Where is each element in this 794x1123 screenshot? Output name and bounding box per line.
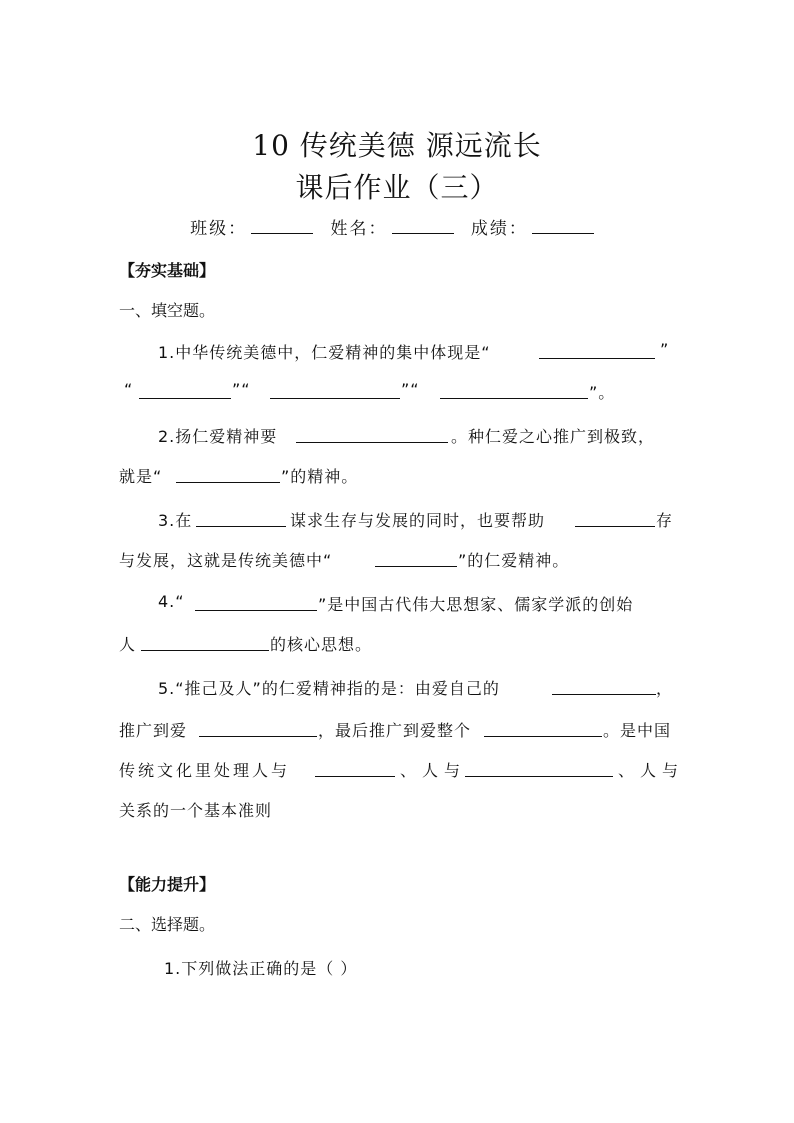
answer-blank[interactable] bbox=[195, 610, 317, 611]
answer-blank[interactable] bbox=[199, 736, 317, 737]
answer-blank[interactable] bbox=[196, 526, 286, 527]
answer-blank[interactable] bbox=[440, 398, 588, 399]
answer-blank[interactable] bbox=[552, 694, 656, 695]
answer-blank[interactable] bbox=[375, 566, 457, 567]
answer-blank[interactable] bbox=[141, 650, 269, 651]
question-5-line-4: 关系的一个基本准则 bbox=[119, 801, 273, 820]
class-label: 班级： bbox=[190, 219, 248, 239]
choice-question-1: 1.下列做法正确的是（ ） bbox=[164, 959, 358, 978]
question-3-line-2: 与发展，这就是传统美德中“ ”的仁爱精神。 bbox=[119, 551, 570, 570]
answer-blank[interactable] bbox=[575, 526, 655, 527]
class-blank[interactable] bbox=[251, 219, 313, 234]
question-1-line-2: “ ”“ ”“ ”。 bbox=[124, 380, 616, 402]
part-title-choice: 二、选择题。 bbox=[119, 915, 216, 934]
student-info-row bbox=[0, 214, 794, 239]
question-4-line-1: 4.“ ”是中国古代伟大思想家、儒家学派的创始 bbox=[158, 592, 634, 614]
part-title-fill-blank: 一、填空题。 bbox=[119, 301, 216, 320]
question-2-line-1: 2.扬仁爱精神要 。种仁爱之心推广到极致， bbox=[158, 427, 656, 446]
question-5-line-3: 传统文化里处理人与 、人与 、人与 bbox=[119, 761, 685, 780]
answer-blank[interactable] bbox=[539, 358, 655, 359]
question-4-line-2: 人 的核心思想。 bbox=[119, 635, 373, 654]
question-1-line-1: 1.中华传统美德中，仁爱精神的集中体现是“ ” bbox=[158, 340, 670, 362]
question-5-line-1: 5.“推己及人”的仁爱精神指的是：由爱自己的 ， bbox=[158, 679, 674, 698]
question-3-line-1: 3.在 谋求生存与发展的同时，也要帮助 存 bbox=[158, 511, 674, 530]
answer-blank[interactable] bbox=[484, 736, 602, 737]
page-title: 10 传统美德 源远流长 bbox=[252, 129, 542, 162]
answer-blank[interactable] bbox=[270, 398, 400, 399]
question-2-line-2: 就是“ ”的精神。 bbox=[119, 467, 359, 486]
answer-blank[interactable] bbox=[176, 482, 280, 483]
answer-blank[interactable] bbox=[315, 776, 395, 777]
answer-blank[interactable] bbox=[465, 776, 613, 777]
section-heading-advanced: 【能力提升】 bbox=[119, 875, 216, 894]
name-blank[interactable] bbox=[392, 219, 454, 234]
score-label: 成绩： bbox=[470, 219, 528, 239]
section-heading-basics: 【夯实基础】 bbox=[119, 261, 216, 280]
question-5-line-2: 推广到爱 ，最后推广到爱整个 。是中国 bbox=[119, 721, 672, 740]
name-label: 姓名： bbox=[330, 219, 388, 239]
page-subtitle: 课后作业（三） bbox=[295, 171, 499, 204]
answer-blank[interactable] bbox=[296, 442, 448, 443]
score-blank[interactable] bbox=[532, 219, 594, 234]
answer-blank[interactable] bbox=[139, 398, 231, 399]
